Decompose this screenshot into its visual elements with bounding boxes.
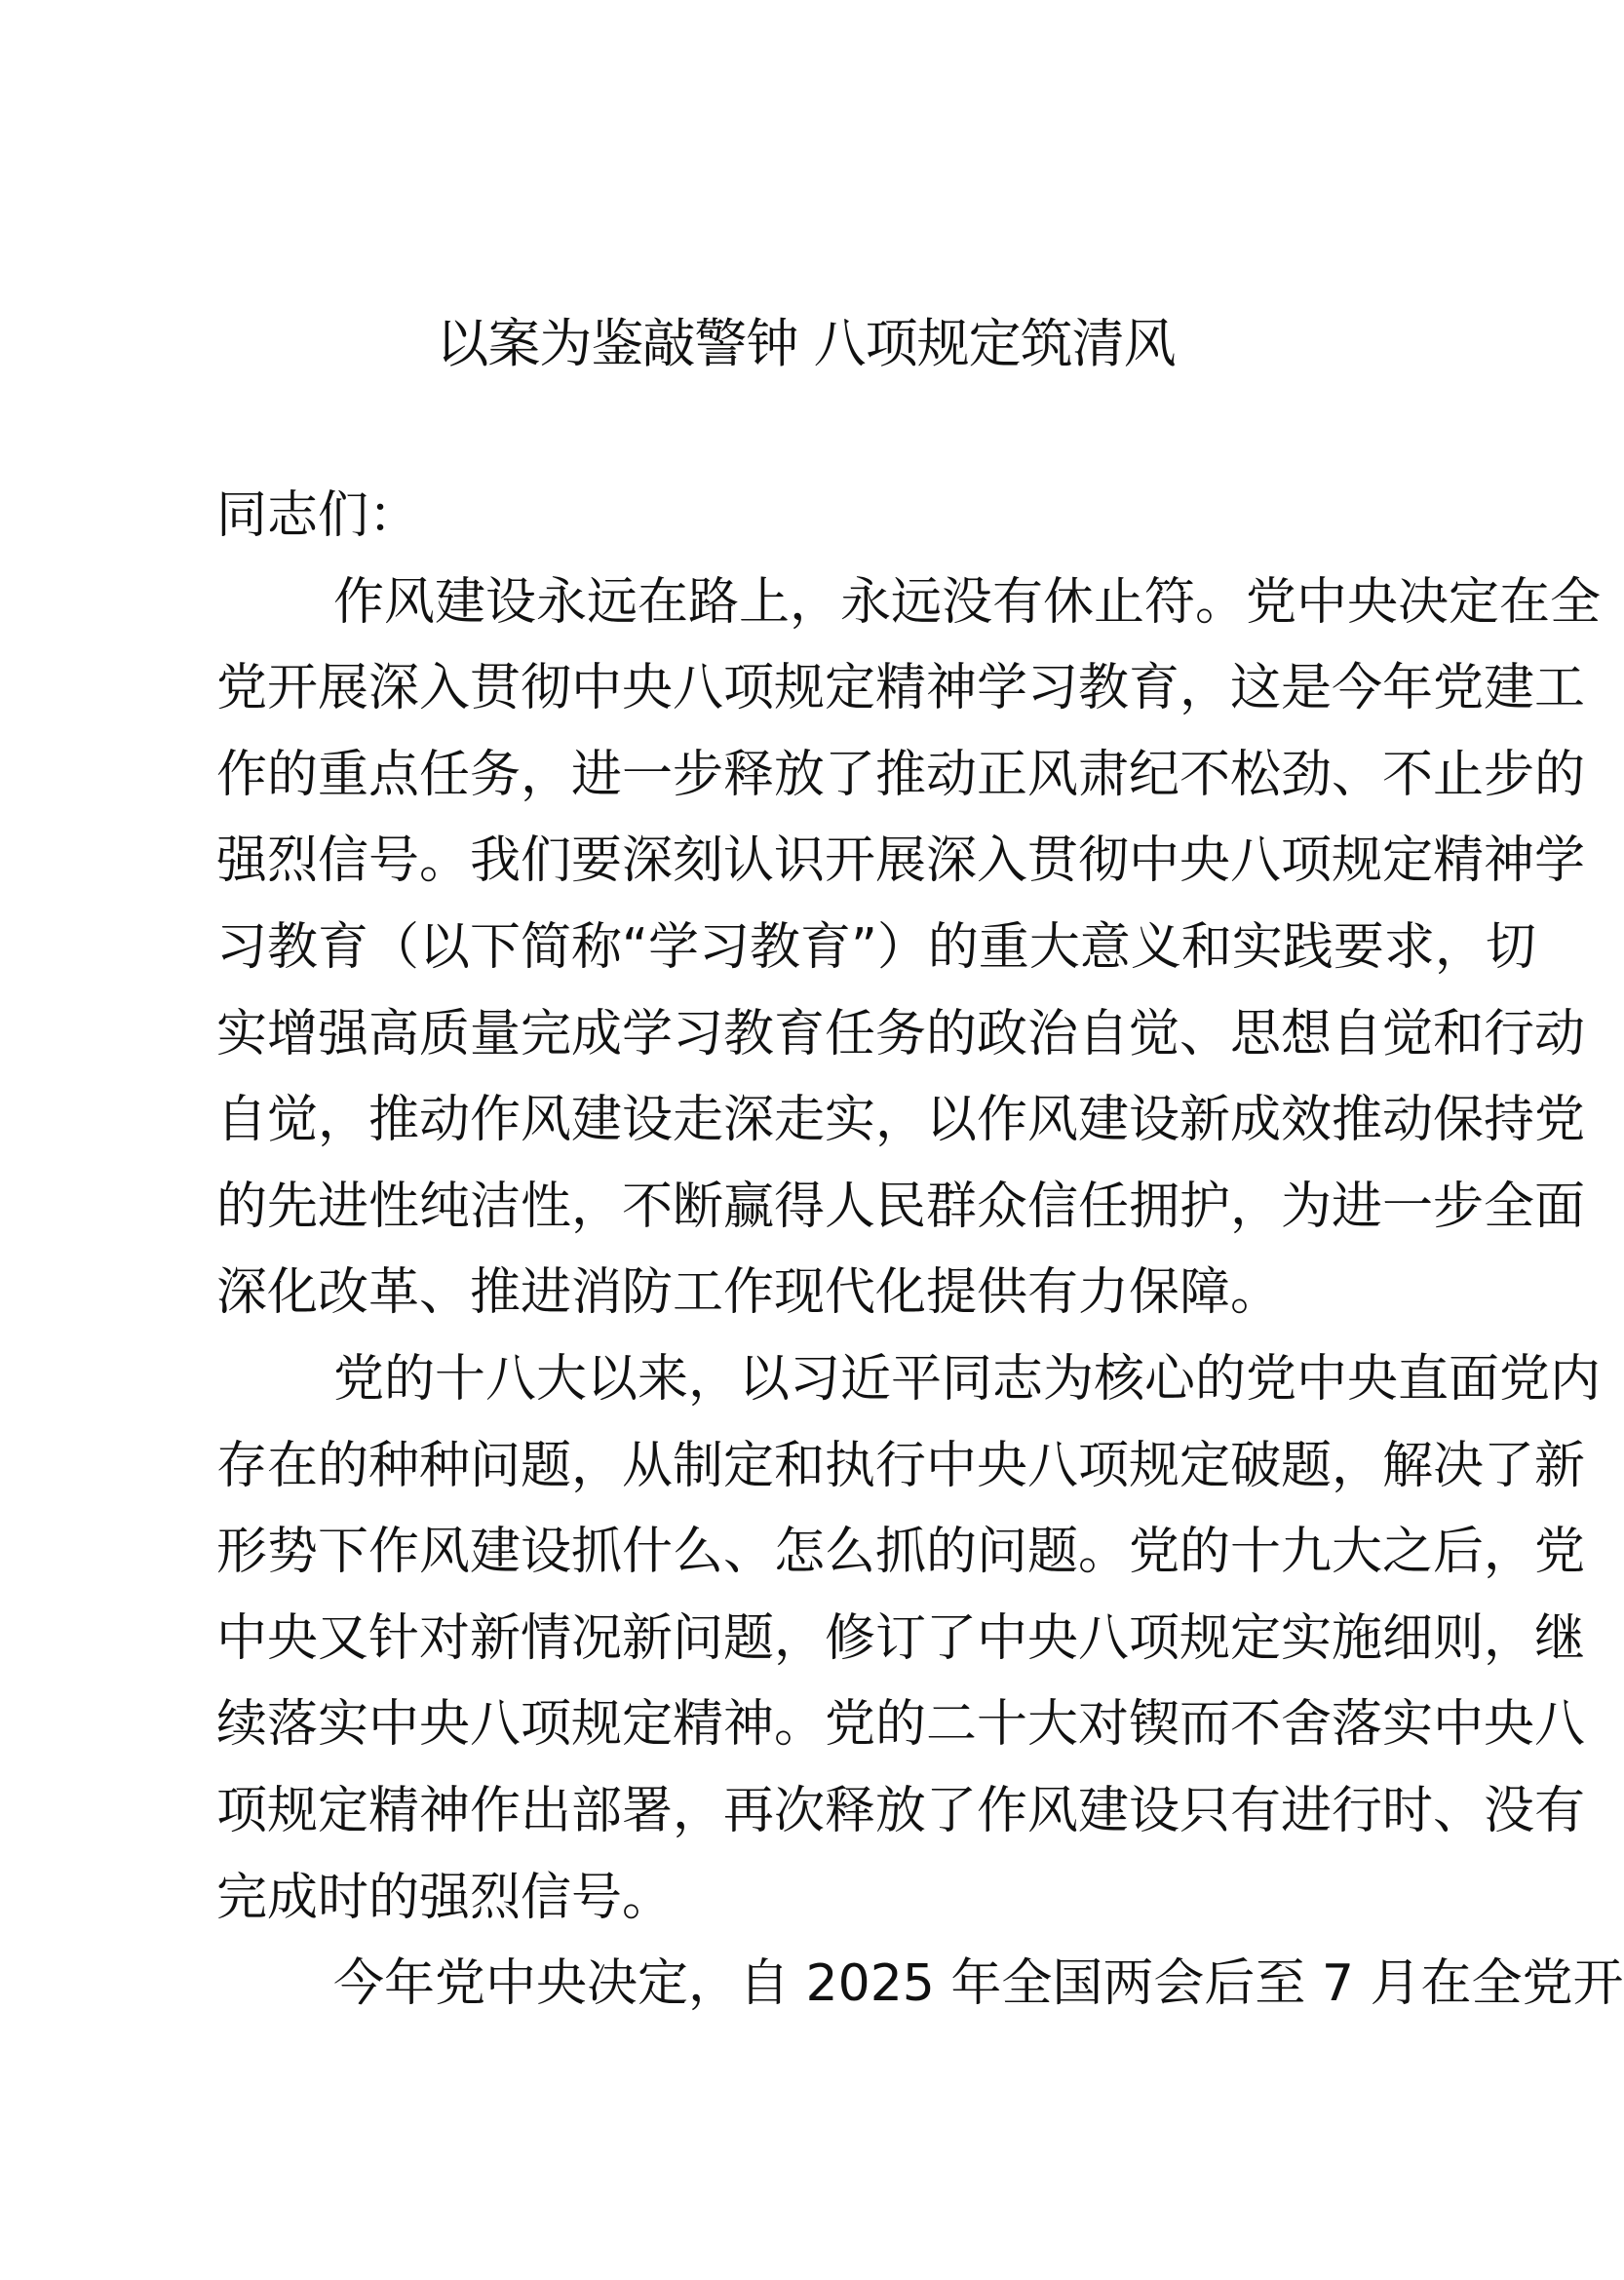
paragraph-line: 今年党中央决定，自 2025 年全国两会后至 7 月在全党开 — [333, 1954, 1624, 2014]
paragraph — [216, 1336, 1602, 1941]
document-title: 以案为鉴敲警钟 八项规定筑清风 — [436, 313, 1176, 374]
paragraph-line: 作风建设永远在路上，永远没有休止符。党中央决定在全 — [333, 572, 1602, 632]
paragraphs — [216, 560, 1624, 2028]
paragraph-line: 实增强高质量完成学习教育任务的政治自觉、思想自觉和行动 — [216, 1004, 1586, 1063]
paragraph-line: 作的重点任务，进一步释放了推动正风肃纪不松劲、不止步的 — [216, 745, 1586, 804]
paragraph-line: 续落实中央八项规定精神。党的二十大对锲而不舍落实中央八 — [216, 1695, 1586, 1755]
paragraph-line: 形势下作风建设抓什么、怎么抓的问题。党的十九大之后，党 — [216, 1523, 1586, 1582]
paragraph-line: 的先进性纯洁性，不断赢得人民群众信任拥护，为进一步全面 — [216, 1177, 1586, 1236]
paragraph-line: 完成时的强烈信号。 — [216, 1868, 674, 1927]
paragraph-line: 中央又针对新情况新问题，修订了中央八项规定实施细则，继 — [216, 1608, 1586, 1668]
paragraph-line: 存在的种种问题，从制定和执行中央八项规定破题，解决了新 — [216, 1436, 1586, 1495]
paragraph-line: 自觉，推动作风建设走深走实，以作风建设新成效推动保持党 — [216, 1091, 1586, 1150]
paragraph — [216, 1941, 1624, 2028]
salutation: 同志们： — [216, 486, 420, 545]
document-body — [216, 473, 1624, 2028]
paragraph-line: 党的十八大以来，以习近平同志为核心的党中央直面党内 — [333, 1349, 1602, 1409]
paragraph-line: 习教育（以下简称“学习教育”）的重大意义和实践要求，切 — [216, 917, 1536, 977]
paragraph-line: 党开展深入贯彻中央八项规定精神学习教育，这是今年党建工 — [216, 659, 1586, 718]
paragraph-line: 强烈信号。我们要深刻认识开展深入贯彻中央八项规定精神学 — [216, 831, 1586, 891]
paragraph-line: 深化改革、推进消防工作现代化提供有力保障。 — [216, 1263, 1282, 1323]
paragraph — [216, 560, 1602, 1336]
paragraph-line: 项规定精神作出部署，再次释放了作风建设只有进行时、没有 — [216, 1781, 1586, 1840]
